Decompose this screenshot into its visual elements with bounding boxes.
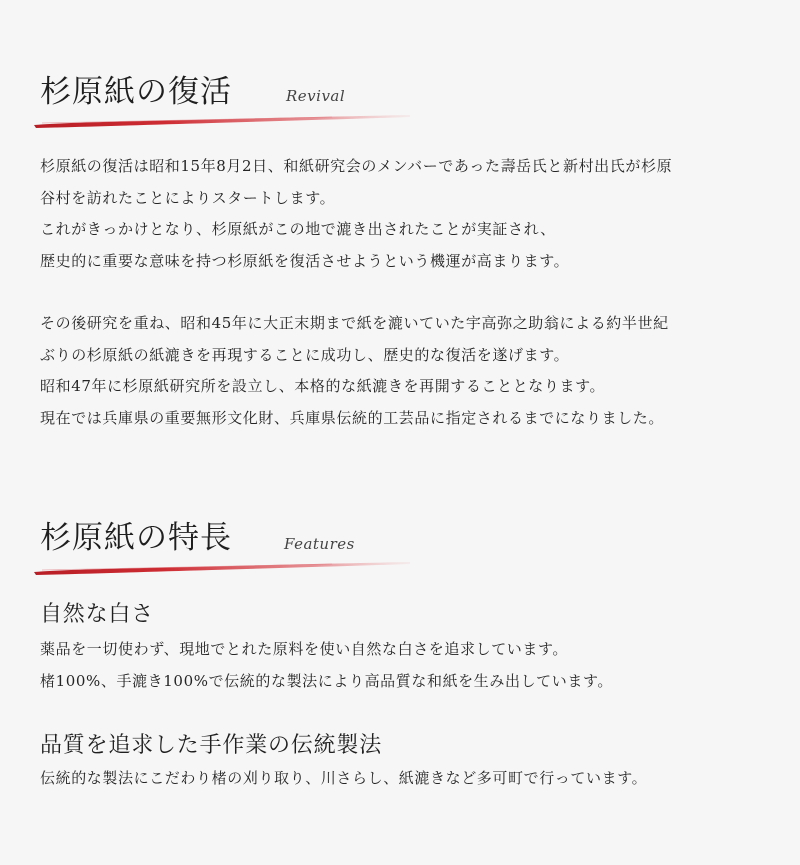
feature-1-line-2: 楮100%、手漉き100%で伝統的な製法により高品質な和紙を生み出しています。 — [40, 671, 613, 690]
revival-p1-line-4: 歴史的に重要な意味を持つ杉原紙を復活させようという機運が高まります。 — [40, 251, 570, 270]
features-title: 杉原紙の特長 — [40, 520, 232, 556]
features-subtitle: Features — [284, 535, 355, 553]
revival-p1-line-2: 谷村を訪れたことによりスタートします。 — [40, 188, 336, 207]
revival-p2-line-4: 現在では兵庫県の重要無形文化財、兵庫県伝統的工芸品に指定されるまでになりました。 — [40, 408, 665, 427]
revival-body — [40, 151, 760, 434]
paragraph-gap — [40, 277, 760, 308]
revival-title: 杉原紙の復活 — [40, 74, 232, 110]
revival-p2-line-2: ぶりの杉原紙の紙漉きを再現することに成功し、歴史的な復活を遂げます。 — [40, 345, 570, 364]
feature-1-heading: 自然な白さ — [40, 602, 155, 627]
revival-p1-line-1: 杉原紙の復活は昭和15年8月2日、和紙研究会のメンバーであった壽岳氏と新村出氏が杉原 — [40, 157, 673, 175]
revival-p1-line-3: これがきっかけとなり、杉原紙がこの地で漉き出されたことが実証され、 — [40, 220, 556, 238]
feature-2-line-1: 伝統的な製法にこだわり楮の刈り取り、川さらし、紙漉きなど多可町で行っています。 — [40, 769, 648, 787]
feature-1-body — [40, 634, 760, 697]
feature-1-line-1: 薬品を一切使わず、現地でとれた原料を使い自然な白さを追求しています。 — [40, 640, 569, 658]
features-brush-underline — [32, 560, 412, 576]
revival-subtitle: Revival — [286, 87, 346, 105]
revival-p2-line-3: 昭和47年に杉原紙研究所を設立し、本格的な紙漉きを再開することとなります。 — [40, 377, 606, 395]
revival-brush-underline — [32, 113, 412, 129]
feature-2-heading: 品質を追求した手作業の伝統製法 — [40, 733, 383, 758]
feature-2-body — [40, 763, 760, 795]
revival-p2-line-1: その後研究を重ね、昭和45年に大正末期まで紙を漉いていた宇高弥之助翁による約半世紀 — [40, 314, 669, 332]
